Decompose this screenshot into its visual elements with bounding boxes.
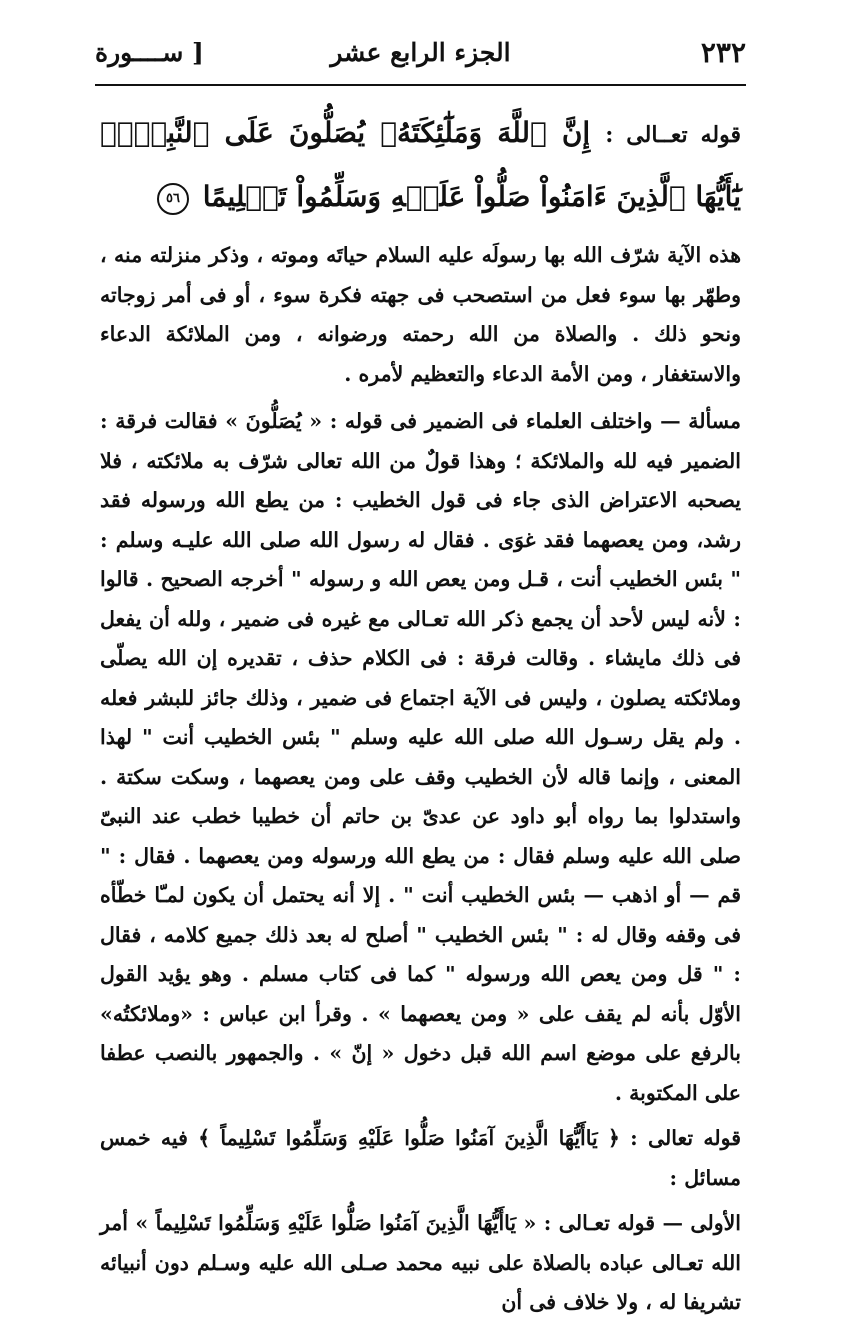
commentary-paragraph: الأولى — قوله تعـالى : « يَاأَيُّهَا الَّذِينَ آمَنُوا صَلُّوا عَلَيْهِ وَسَلِّمُوا تَسْلِيماً » أمر الله تعـالى عباده بالصلاة على نبيه محمد صـلى الله عليه وسـلم دون أنبيائه تشريفا له ، ولا خلاف فى أن <box>100 1211 741 1314</box>
verse-text: إِنَّ ٱللَّهَ وَمَلَٰٓئِكَتَهُۥ يُصَلُّونَ عَلَى ٱلنَّبِيِّۚ يَٰٓأَيُّهَا ٱلَّذِينَ ءَامَنُواْ صَلُّواْ عَلَيۡهِ وَسَلِّمُواْ تَسۡلِيمًا <box>100 116 741 213</box>
quran-verse <box>100 102 741 228</box>
verse-heading-paragraph: قوله تعالى : ﴿ يَاأَيُّهَا الَّذِينَ آمَنُوا صَلُّوا عَلَيْهِ وَسَلِّمُوا تَسْلِيماً ﴾ فيه خمس مسائل : <box>100 1126 741 1190</box>
commentary-paragraph: هذه الآية شرّف الله بها رسولَه عليه السلام حياتَه وموته ، وذكر منزلته منه ، وطهّر بها سوء فعل من استصحب فى جهته فكرة سوء ، أو فى أمر زوجاته ونحو ذلك . والصلاة من الله رحمته ورضوانه ، ومن الملائكة الدعاء والاستغفار ، ومن الأمة الدعاء والتعظيم لأمره . <box>100 243 741 386</box>
ayah-number-marker: ٥٦ <box>157 183 189 215</box>
page-number: ٢٣٢ <box>700 36 746 69</box>
commentary-paragraph: مسألة — واختلف العلماء فى الضمير فى قوله : « يُصَلُّونَ » فقالت فرقة : الضمير فيه لله والملائكة ؛ وهذا قولٌ من الله تعالى شرّف به ملائكته ، فلا يصحبه الاعتراض الذى جاء فى قول الخطيب : من يطع الله ورسوله فقد رشد، ومن يعصهما فقد غوَى . فقال له رسول الله صلى الله عليـه وسلم : " بئس الخطيب أنت ، قـل ومن يعص الله و رسوله " أخرجه الصحيح . قالوا : لأنه ليس لأحد أن يجمع ذكر الله تعـالى مع غيره فى ضمير ، ولله أن يفعل فى ذلك مايشاء . وقالت فرقة : فى الكلام حذف ، تقديره إن الله يصلّى وملائكته يصلون ، وليس فى الآية اجتماع فى ضمير ، وذلك جائز للبشر فعله . ولم يقل رسـول الله صلى الله عليه وسلم " بئس الخطيب أنت " لهذا المعنى ، وإنما قاله لأن الخطيب وقف على ومن يعصهما ، وسكت سكتة . واستدلوا بما رواه أبو داود عن عدىّ بن حاتم أن خطيبا خطب عند النبىّ صلى الله عليه وسلم فقال : من يطع الله ورسوله ومن يعصهما . فقال : " قم — أو اذهب — بئس الخطيب أنت " . إلا أنه يحتمل أن يكون لمـّا خطّأه فى وقفه وقال له : " بئس الخطيب " أصلح له بعد ذلك جميع كلامه ، فقال : " قل ومن يعص الله ورسوله " كما فى كتاب مسلم . وهو يؤيد القول الأوّل بأنه لم يقف على « ومن يعصهما » . وقرأ ابن عباس : «وملائكتُه» بالرفع على موضع اسم الله قبل دخول « إنّ » . والجمهور بالنصب عطفا على المكتوبة . <box>100 409 741 1105</box>
surah-heading: [ ســــورة <box>95 38 204 67</box>
running-title: الجزء الرابع عشر <box>330 38 511 67</box>
page-header <box>95 28 746 84</box>
verse-label: قوله تعــالى : <box>605 122 741 148</box>
header-rule <box>95 84 746 86</box>
page-body <box>100 102 741 1323</box>
